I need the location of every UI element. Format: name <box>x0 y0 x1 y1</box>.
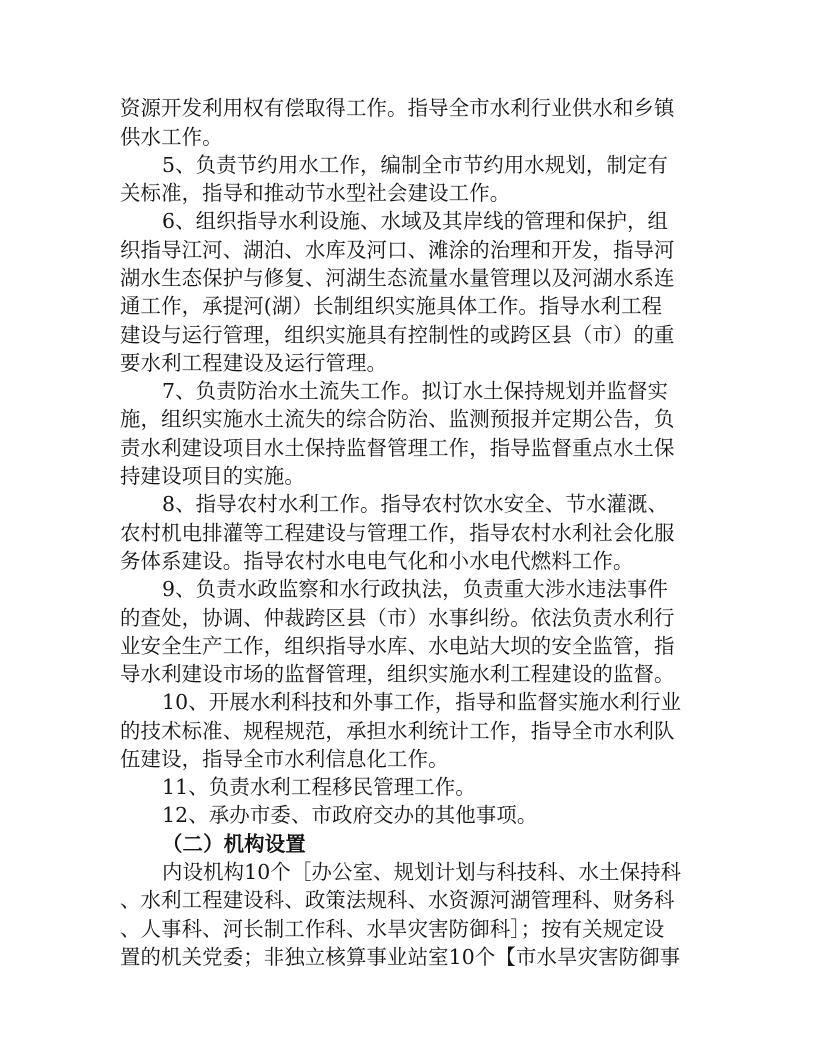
text-line: 置的机关党委；非独立核算事业站室10个【市水旱灾害防御事 <box>120 945 681 969</box>
paragraph-start: 7、负责防治水土流失工作。拟订水土保持规划并监督实 <box>162 379 669 403</box>
text-line: 、水利工程建设科、政策法规科、水资源河湖管理科、财务科 <box>120 888 675 912</box>
text-line: 织指导江河、湖泊、水库及河口、滩涂的治理和开发，指导河 <box>120 238 675 262</box>
text-line: 建设与运行管理，组织实施具有控制性的或跨区县（市）的重 <box>120 323 675 347</box>
text-line: 、人事科、河长制工作科、水旱灾害防御科］；按有关规定设 <box>120 917 665 941</box>
text-line: 通工作，承提河(湖）长制组织实施具体工作。指导水利工程 <box>120 294 663 318</box>
text-line: 供水工作。 <box>120 125 223 149</box>
paragraph-start: 9、负责水政监察和水行政执法，负责重大涉水违法事件 <box>162 577 669 601</box>
paragraph-start: 12、承办市委、市政府交办的其他事项。 <box>162 803 538 827</box>
paragraph-start: 6、组织指导水利设施、水域及其岸线的管理和保护，组 <box>162 209 669 233</box>
text-line: 的查处，协调、仲裁跨区县（市）水事纠纷。依法负责水利行 <box>120 606 675 630</box>
text-line: 施，组织实施水土流失的综合防治、监测预报并定期公告，负 <box>120 407 675 431</box>
text-line: 的技术标准、规程规范，承担水利统计工作，指导全市水利队 <box>120 719 675 743</box>
text-line: 务体系建设。指导农村水电电气化和小水电代燃料工作。 <box>120 549 634 573</box>
text-line: 农村机电排灌等工程建设与管理工作，指导农村水利社会化服 <box>120 521 675 545</box>
text-line: 伍建设，指导全市水利信息化工作。 <box>120 747 449 771</box>
paragraph-start: 内设机构10个［办公室、规划计划与科技科、水土保持科 <box>162 860 682 884</box>
text-line: 关标准，指导和推动节水型社会建设工作。 <box>120 181 511 205</box>
section-heading: （二）机构设置 <box>162 832 306 856</box>
paragraph-start: 10、开展水利科技和外事工作，指导和监督实施水利行业 <box>162 690 682 714</box>
text-line: 湖水生态保护与修复、河湖生态流量水量管理以及河湖水系连 <box>120 266 675 290</box>
text-line: 持建设项目的实施。 <box>120 464 305 488</box>
text-line: 导水利建设市场的监督管理，组织实施水利工程建设的监督。 <box>120 662 675 686</box>
text-line: 资源开发利用权有偿取得工作。指导全市水利行业供水和乡镇 <box>120 96 675 120</box>
paragraph-start: 5、负责节约用水工作，编制全市节约用水规划，制定有 <box>162 153 669 177</box>
text-line: 责水利建设项目水土保持监督管理工作，指导监督重点水土保 <box>120 436 675 460</box>
text-line: 要水利工程建设及运行管理。 <box>120 351 388 375</box>
paragraph-start: 11、负责水利工程移民管理工作。 <box>162 775 476 799</box>
text-line: 业安全生产工作，组织指导水库、水电站大坝的安全监管，指 <box>120 634 675 658</box>
paragraph-start: 8、指导农村水利工作。指导农村饮水安全、节水灌溉、 <box>162 492 669 516</box>
